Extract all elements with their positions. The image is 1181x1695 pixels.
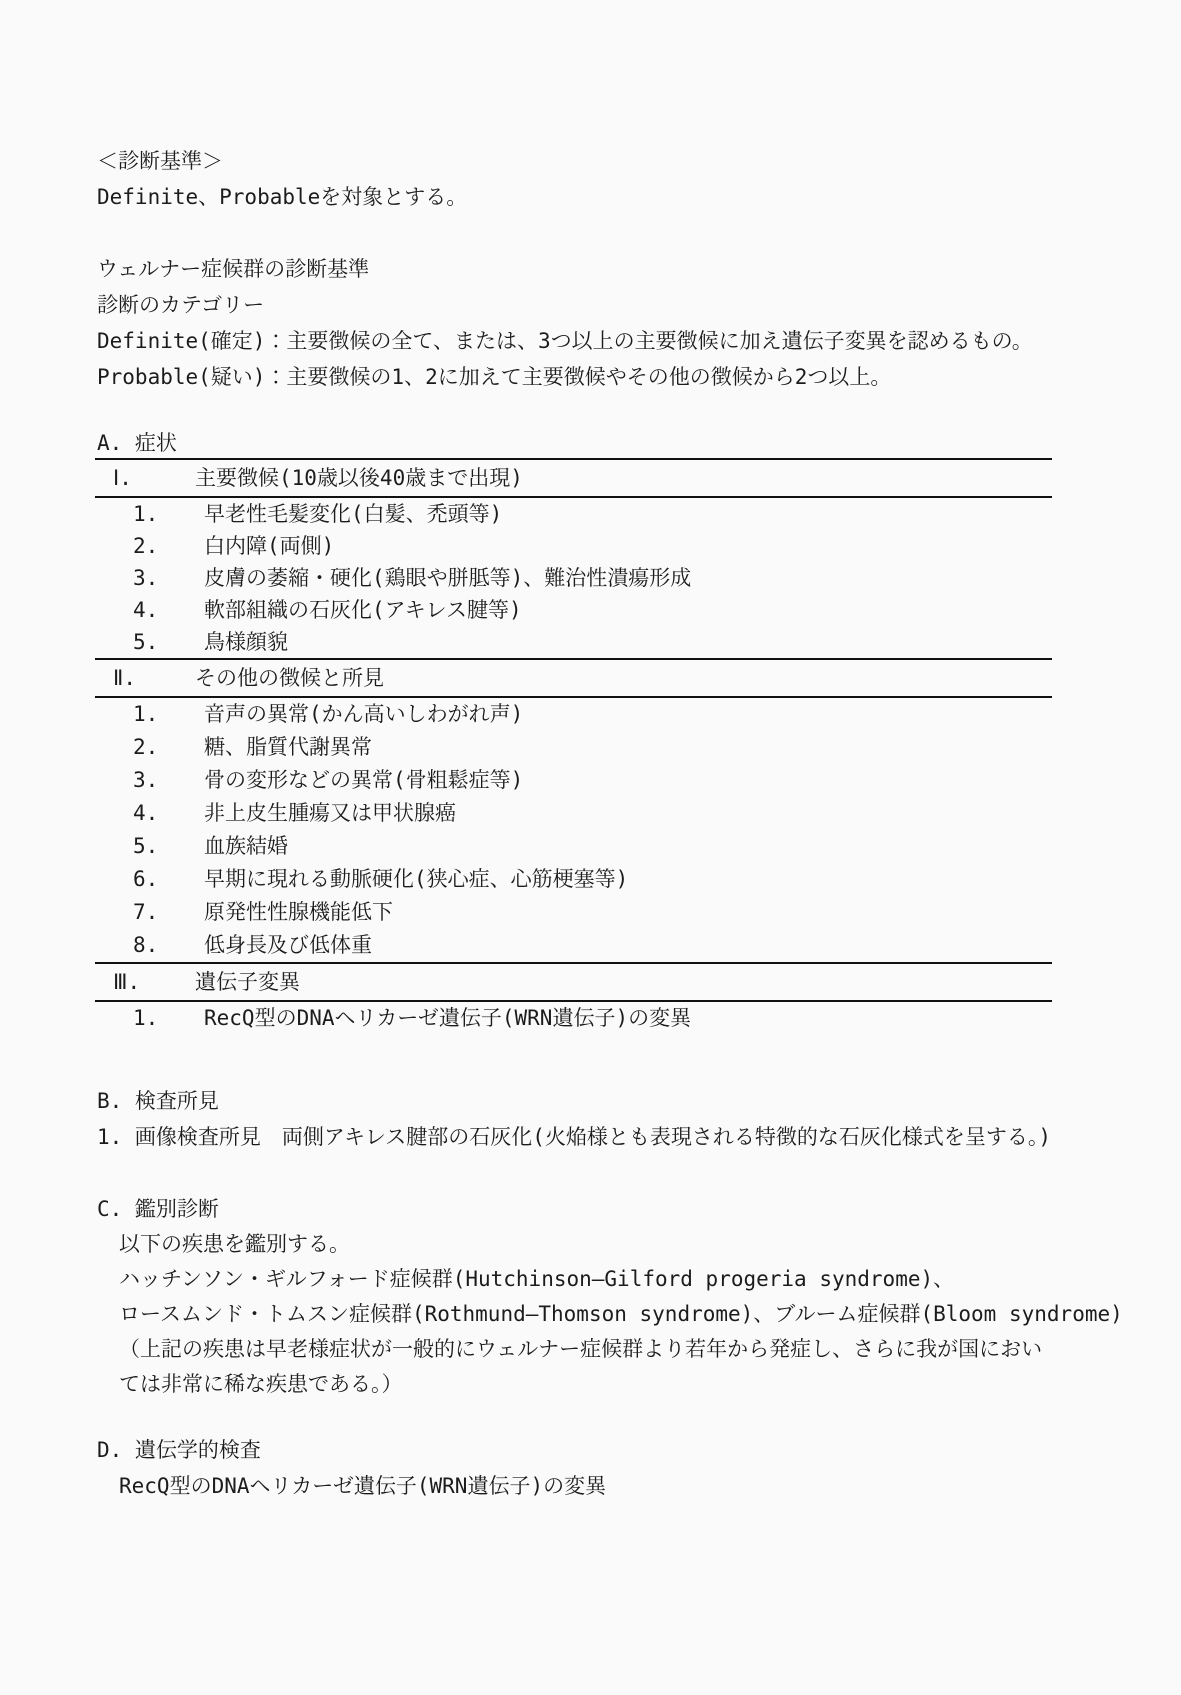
list-item <box>95 594 1052 626</box>
list-item <box>95 863 1052 896</box>
scope-line: Definite、Probableを対象とする。 <box>97 185 468 209</box>
item-text: 低身長及び低体重 <box>204 933 372 957</box>
item-number: 5. <box>133 630 159 654</box>
section-c-line: ロースムンド・トムスン症候群(Rothmund—Thomson syndrome)、ブルーム症候群(Bloom syndrome) <box>119 1302 1123 1326</box>
item-number: 6. <box>133 867 159 891</box>
group-heading-gene-mutation <box>95 964 1052 1002</box>
item-number: 5. <box>133 834 159 858</box>
list-item <box>95 530 1052 562</box>
section-c-title: C. 鑑別診断 <box>97 1197 219 1221</box>
item-text: 糖、脂質代謝異常 <box>204 735 372 759</box>
list-item <box>95 698 1052 731</box>
section-a-title: A. 症状 <box>95 431 1052 460</box>
item-text: 鳥様顔貌 <box>204 630 288 654</box>
item-number: 7. <box>133 900 159 924</box>
group-title: 主要徴候(10歳以後40歳まで出現) <box>195 466 523 490</box>
item-text: RecQ型のDNAヘリカーゼ遺伝子(WRN遺伝子)の変異 <box>204 1006 692 1030</box>
item-text: 早期に現れる動脈硬化(狭心症、心筋梗塞等) <box>204 867 629 891</box>
item-text: 非上皮生腫瘍又は甲状腺癌 <box>204 801 456 825</box>
group-numeral: Ⅰ. <box>113 466 132 490</box>
group-numeral: Ⅱ. <box>113 666 136 690</box>
item-text: 血族結婚 <box>204 834 288 858</box>
list-item <box>95 797 1052 830</box>
major-signs-list <box>95 498 1052 660</box>
item-number: 2. <box>133 735 159 759</box>
item-text: 白内障(両側) <box>204 534 335 558</box>
section-c-line: 以下の疾患を鑑別する。 <box>119 1232 350 1256</box>
item-text: 原発性性腺機能低下 <box>204 900 393 924</box>
section-d-title: D. 遺伝学的検査 <box>97 1438 261 1462</box>
section-d-line: RecQ型のDNAヘリカーゼ遺伝子(WRN遺伝子)の変異 <box>119 1474 607 1498</box>
item-number: 3. <box>133 566 159 590</box>
list-item <box>95 626 1052 658</box>
list-item <box>95 929 1052 962</box>
doc-title: ウェルナー症候群の診断基準 <box>97 257 370 281</box>
item-number: 4. <box>133 801 159 825</box>
section-b-item: 1. 画像検査所見 両側アキレス腱部の石灰化(火焔様とも表現される特徴的な石灰化様式を呈する。) <box>97 1125 1052 1149</box>
item-number: 1. <box>133 702 159 726</box>
item-text: 早老性毛髪変化(白髪、禿頭等) <box>204 502 503 526</box>
item-text: 骨の変形などの異常(骨粗鬆症等) <box>204 768 524 792</box>
list-item <box>95 1002 1052 1035</box>
gene-mutation-list <box>95 1002 1052 1035</box>
item-text: 軟部組織の石灰化(アキレス腱等) <box>204 598 522 622</box>
list-item <box>95 764 1052 797</box>
item-number: 1. <box>133 1006 159 1030</box>
item-number: 8. <box>133 933 159 957</box>
item-number: 4. <box>133 598 159 622</box>
item-number: 3. <box>133 768 159 792</box>
group-heading-major-signs <box>95 460 1052 498</box>
list-item <box>95 562 1052 594</box>
category-label: 診断のカテゴリー <box>97 293 265 317</box>
group-title: その他の徴候と所見 <box>195 666 384 690</box>
section-c-line: （上記の疾患は早老様症状が一般的にウェルナー症候群より若年から発症し、さらに我が国におい <box>119 1337 1043 1361</box>
list-item <box>95 731 1052 764</box>
symptoms-table <box>95 431 1052 1035</box>
probable-definition: Probable(疑い)：主要徴候の1、2に加えて主要徴候やその他の徴候から2つ以上。 <box>97 365 892 389</box>
item-number: 2. <box>133 534 159 558</box>
list-item <box>95 498 1052 530</box>
bracket-title: ＜診断基準＞ <box>97 149 223 173</box>
item-text: 皮膚の萎縮・硬化(鶏眼や胼胝等)、難治性潰瘍形成 <box>204 566 692 590</box>
group-title: 遺伝子変異 <box>195 970 300 994</box>
section-c-line: ては非常に稀な疾患である。） <box>119 1372 403 1396</box>
list-item <box>95 830 1052 863</box>
item-text: 音声の異常(かん高いしわがれ声) <box>204 702 524 726</box>
definite-definition: Definite(確定)：主要徴候の全て、または、3つ以上の主要徴候に加え遺伝子変異を認めるもの。 <box>97 329 1033 353</box>
group-heading-other-signs <box>95 660 1052 698</box>
list-item <box>95 896 1052 929</box>
other-signs-list <box>95 698 1052 964</box>
section-b-title: B. 検査所見 <box>97 1089 219 1113</box>
group-numeral: Ⅲ. <box>113 970 141 994</box>
section-c-line: ハッチンソン・ギルフォード症候群(Hutchinson—Gilford progeria syndrome)、 <box>119 1267 955 1291</box>
item-number: 1. <box>133 502 159 526</box>
